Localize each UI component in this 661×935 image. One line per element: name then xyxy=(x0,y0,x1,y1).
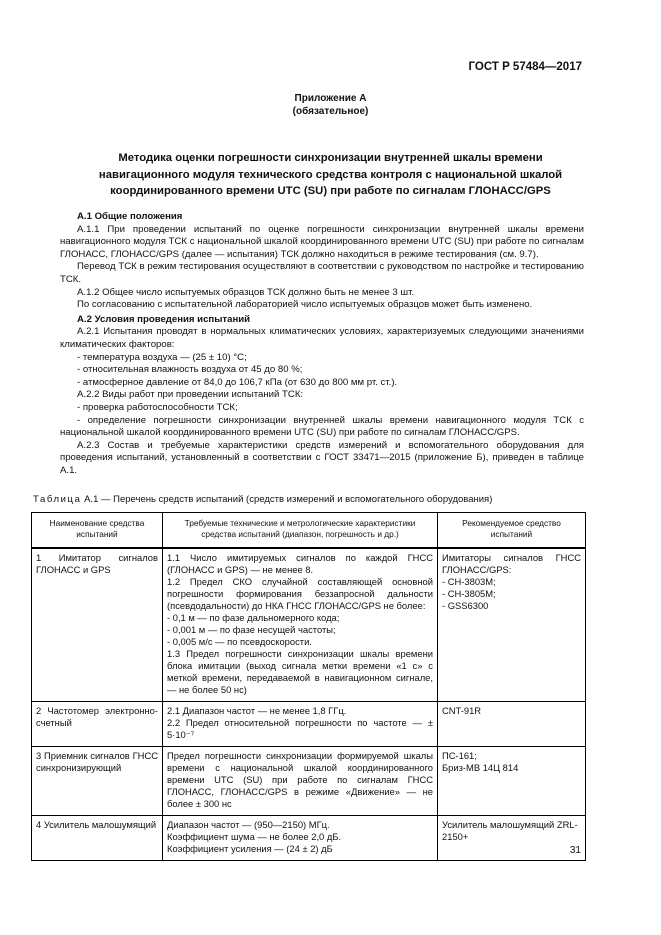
recommended-item: ПС-161; xyxy=(442,750,477,761)
equipment-name: 2 Частотомер электронно-счетный xyxy=(32,702,163,747)
table-row xyxy=(32,816,586,861)
section-heading: А.1 Общие положения xyxy=(77,211,183,222)
recommended-item: Бриз-МВ 14Ц 814 xyxy=(442,762,519,773)
paragraph: А.2.2 Виды работ при проведении испытаний ТСК: xyxy=(77,389,304,401)
list-item: - температура воздуха — (25 ± 10) °С; xyxy=(77,351,247,363)
requirement-item: 2.1 Диапазон частот — не менее 1,8 ГГц. xyxy=(167,705,347,716)
paragraph: А.2.3 Состав и требуемые характеристики средств измерений и вспомогательного оборудования для проведения испытаний, установленный в соответствии с ГОСТ 33471—2015 (приложение Б), приведен в таблице А.1. xyxy=(60,439,584,476)
title-line: навигационного модуля технического средства контроля с национальной шкалой xyxy=(98,168,563,181)
requirement-item: 1.3 Предел погрешности синхронизации шкалы времени блока имитации (выход сигнала метки времени «1 с» с меткой времени, передаваемой в навигационном сигнале, — не более 50 нс) xyxy=(167,648,433,695)
requirement-item: 2.2 Предел относительной погрешности по частоте — ± 5·10⁻⁷ xyxy=(167,717,433,740)
table-row xyxy=(32,747,586,816)
recommended-item: - СН-3803М; xyxy=(442,576,496,587)
recommended-item: CNT-91R xyxy=(442,705,482,716)
requirement-item: Диапазон частот — (950—2150) МГц. xyxy=(167,819,330,830)
equipment-table xyxy=(31,512,586,861)
appendix-title: Приложение А xyxy=(294,93,367,104)
paragraph: А.2.1 Испытания проводят в нормальных климатических условиях, характеризуемых следующими значениями климатических факторов: xyxy=(60,326,584,350)
list-item: - определение погрешности синхронизации внутренней шкалы времени навигационного модуля ТСК с национальной шкалой координированного времени UTC (SU) при работе по сигналам ГЛОНАСС/GPS. xyxy=(60,414,584,439)
equipment-name: 3 Приемник сигналов ГНСС синхронизирующий xyxy=(32,747,163,816)
document-body xyxy=(60,209,584,477)
standard-code: ГОСТ Р 57484—2017 xyxy=(468,61,582,73)
equipment-name: 4 Усилитель малошумящий xyxy=(32,816,163,861)
requirement-item: - 0,005 м/с — по псевдоскорости. xyxy=(167,636,312,647)
paragraph: Перевод ТСК в режим тестирования осуществляют в соответствии с руководством по настройке и тестированию ТСК. xyxy=(60,261,584,285)
appendix-status: (обязательное) xyxy=(292,106,369,117)
list-item: - проверка работоспособности ТСК; xyxy=(77,401,238,413)
list-item: - относительная влажность воздуха от 45 до 80 %; xyxy=(77,364,303,376)
paragraph: А.1.1 При проведении испытаний по оценке погрешности синхронизации внутренней шкалы времени навигационного модуля ТСК с национальной шкалой координированного времени UTC (SU) при работе по сигналам ГЛОНАСС, ГЛОНАСС/GPS (далее — испытания) ТСК должно находиться в режиме тестирования (см. 9.7). xyxy=(60,223,584,260)
table-caption-text: А.1 — Перечень средств испытаний (средств измерений и вспомогательного оборудования) xyxy=(81,494,493,505)
requirement-item: Предел погрешности синхронизации формируемой шкалы времени с национальной шкалой координированного времени UTC (SU) при работе по сигналам ГНСС ГЛОНАСС, ГЛОНАСС/GPS в режиме «Движение» — не более ± 300 нс xyxy=(167,750,433,809)
equipment-requirements xyxy=(163,548,438,702)
paragraph: А.1.2 Общее число испытуемых образцов ТСК должно быть не менее 3 шт. xyxy=(77,286,415,298)
column-header: Наименование средства испытаний xyxy=(32,513,163,549)
table-header-row xyxy=(32,513,586,549)
column-header: Рекомендуемое средство испытаний xyxy=(438,513,586,549)
methodology-title xyxy=(60,150,601,200)
recommended-equipment xyxy=(438,747,586,816)
title-line: координированного времени UTC (SU) при работе по сигналам ГЛОНАСС/GPS xyxy=(110,185,551,197)
recommended-item: - GSS6300 xyxy=(442,600,489,611)
equipment-requirements xyxy=(163,702,438,747)
table-row xyxy=(32,548,586,702)
recommended-equipment xyxy=(438,548,586,702)
recommended-equipment xyxy=(438,702,586,747)
paragraph: По согласованию с испытательной лабораторией число испытуемых образцов может быть изменено. xyxy=(77,299,533,311)
equipment-requirements xyxy=(163,747,438,816)
column-header: Требуемые технические и метрологические характеристики средства испытаний (диапазон, погрешность и др.) xyxy=(163,513,438,549)
recommended-equipment xyxy=(438,816,586,861)
requirement-item: Коэффициент шума — не более 2,0 дБ. xyxy=(167,831,342,842)
equipment-requirements xyxy=(163,816,438,861)
page-number: 31 xyxy=(569,845,581,856)
recommended-item: Усилитель малошумящий ZRL-2150+ xyxy=(442,819,578,842)
requirement-item: - 0,001 м — по фазе несущей частоты; xyxy=(167,624,336,635)
table-row xyxy=(32,702,586,747)
recommended-item: - СН-3805М; xyxy=(442,588,496,599)
requirement-item: - 0,1 м — по фазе дальномерного кода; xyxy=(167,612,340,623)
section-heading: А.2 Условия проведения испытаний xyxy=(77,313,251,325)
table-caption-label: Таблица xyxy=(33,494,82,505)
equipment-name: 1 Имитатор сигналов ГЛОНАСС и GPS xyxy=(32,548,163,702)
table-caption xyxy=(33,494,492,505)
recommended-item: Имитаторы сигналов ГНСС ГЛОНАСС/GPS: xyxy=(442,552,581,575)
requirement-item: Коэффициент усиления — (24 ± 2) дБ xyxy=(167,843,333,854)
requirement-item: 1.2 Предел СКО случайной составляющей основной погрешности формирования беззапросной дальности (псевдодальности) до НКА ГНСС ГЛОНАСС/GPS не более: xyxy=(167,576,433,611)
list-item: - атмосферное давление от 84,0 до 106,7 кПа (от 630 до 800 мм рт. ст.). xyxy=(77,376,398,388)
requirement-item: 1.1 Число имитируемых сигналов по каждой ГНСС (ГЛОНАСС и GPS) — не менее 8. xyxy=(167,552,433,575)
title-line: Методика оценки погрешности синхронизации внутренней шкалы времени xyxy=(118,152,543,164)
appendix-heading xyxy=(60,92,601,118)
